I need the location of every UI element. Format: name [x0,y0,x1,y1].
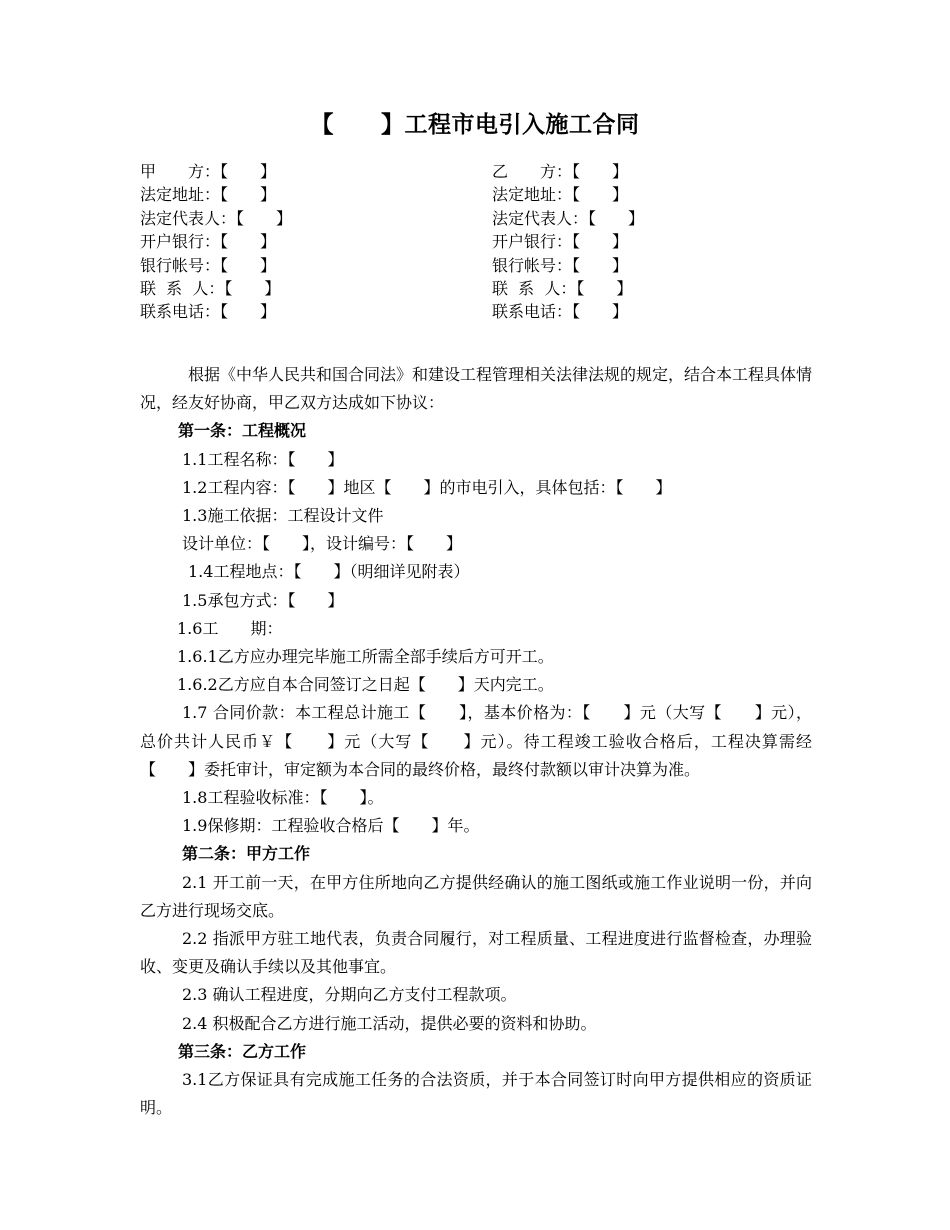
party-b-name: 乙 方：【 】 [492,162,629,181]
intro-paragraph: 根据《中华人民共和国合同法》和建设工程管理相关法律法规的规定，结合本工程具体情况，经友好协商，甲乙双方达成如下协议： [140,365,813,413]
contract-body [140,361,812,1122]
party-a-bank: 开户银行：【 】 [140,232,277,252]
clause-3-1: 3.1乙方保证具有完成施工任务的合法资质，并于本合同签订时向甲方提供相应的资质证明。 [140,1070,812,1118]
article-3-heading: 第三条：乙方工作 [178,1041,307,1061]
clause-1-9: 1.9保修期：工程验收合格后【 】年。 [182,816,480,836]
clause-1-1: 1.1工程名称：【 】 [182,449,344,469]
party-b-account: 银行帐号：【 】 [492,255,629,275]
party-b-bank: 开户银行：【 】 [492,232,629,252]
article-1-heading: 第一条：工程概况 [178,421,307,441]
clause-1-6: 1.6工 期： [177,618,283,638]
clause-1-5: 1.5承包方式：【 】 [182,590,344,610]
party-a-representative: 法定代表人：【 】 [140,208,293,228]
party-b-address: 法定地址：【 】 [492,185,629,205]
clause-1-3-design-unit: 设计单位：【 】，设计编号：【 】 [182,534,463,554]
clause-1-8: 1.8工程验收标准：【 】。 [182,788,384,808]
party-b-contact: 联 系 人：【 】 [492,279,633,299]
party-a-block [140,160,292,324]
party-a-account: 银行帐号：【 】 [140,255,277,275]
party-a-address: 法定地址：【 】 [140,185,277,205]
clause-1-4: 1.4工程地点：【 】（明细详见附表） [188,562,470,582]
clause-1-7: 1.7 合同价款：本工程总计施工【 】，基本价格为：【 】元（大写【 】元），总价共计人民币￥【 】元（大写【 】元）。待工程竣工验收合格后，工程决算需经【 】委托审计，审定额为本合同的最终价格，最终付款额以审计决算为准。 [140,703,812,779]
party-a-phone: 联系电话：【 】 [140,302,277,322]
party-a-name: 甲 方：【 】 [140,162,277,181]
article-2-heading: 第二条：甲方工作 [182,844,311,864]
clause-1-2: 1.2工程内容：【 】地区【 】的市电引入，具体包括：【 】 [182,477,672,497]
clause-2-4: 2.4 积极配合乙方进行施工活动，提供必要的资料和协助。 [182,1013,597,1033]
party-a-contact: 联 系 人：【 】 [140,279,281,299]
clause-1-3: 1.3施工依据：工程设计文件 [182,506,384,526]
clause-2-1: 2.1 开工前一天，在甲方住所地向乙方提供经确认的施工图纸或施工作业说明一份，并向乙方进行现场交底。 [140,872,812,920]
clause-2-2: 2.2 指派甲方驻工地代表，负责合同履行，对工程质量、工程进度进行监督检查，办理验收、变更及确认手续以及其他事宜。 [140,929,812,977]
party-b-representative: 法定代表人：【 】 [492,208,645,228]
clause-1-6-2: 1.6.2乙方应自本合同签订之日起【 】天内完工。 [177,675,554,695]
party-b-phone: 联系电话：【 】 [492,302,629,322]
clause-2-3: 2.3 确认工程进度，分期向乙方支付工程款项。 [182,985,517,1005]
party-b-block [492,160,644,324]
page-title: 【 】工程市电引入施工合同 [310,112,640,138]
clause-1-6-1: 1.6.1乙方应办理完毕施工所需全部手续后方可开工。 [177,647,554,667]
